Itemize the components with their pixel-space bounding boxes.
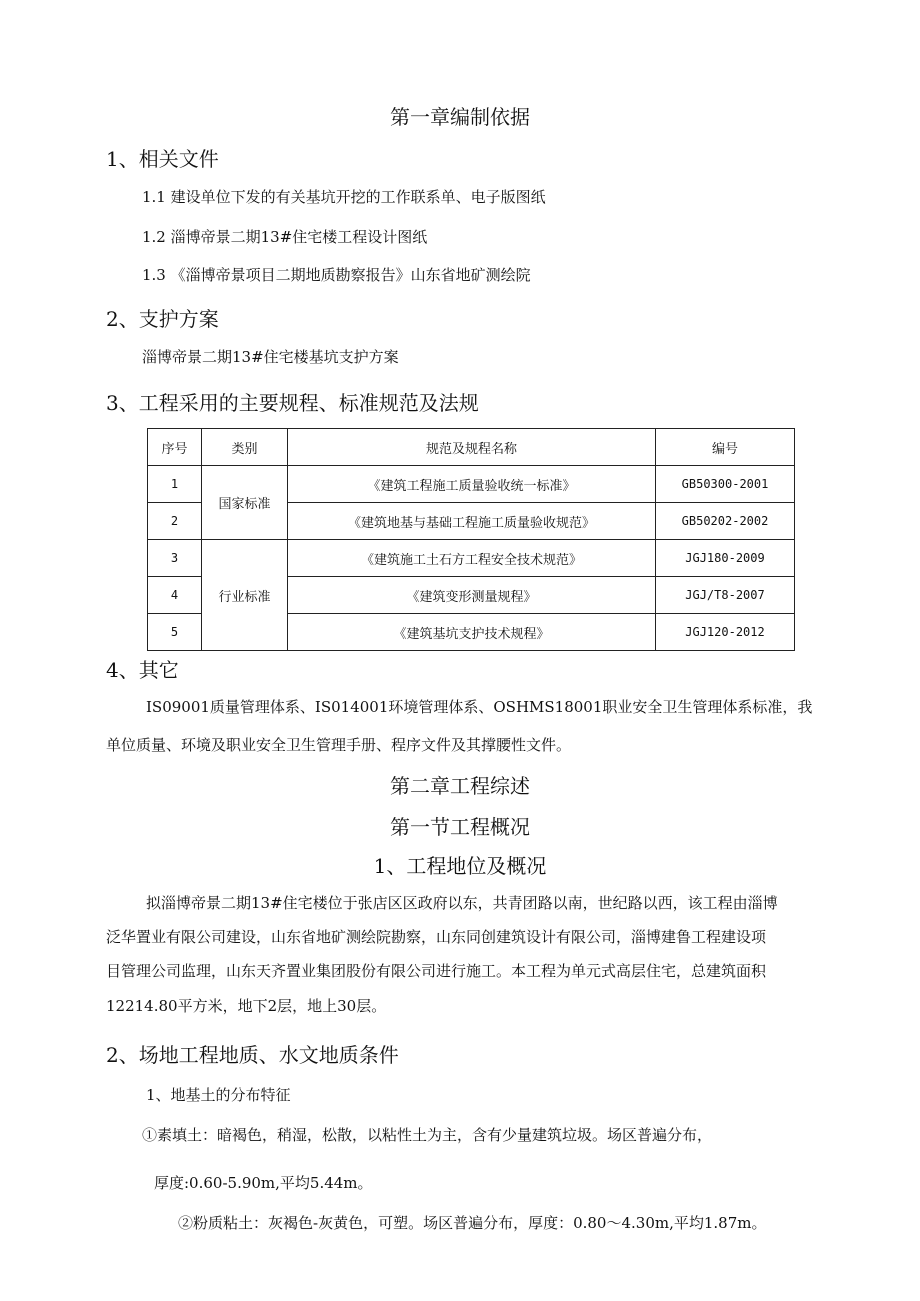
row-number: 2	[148, 503, 202, 540]
overview-line-2: 泛华置业有限公司建设，山东省地矿测绘院勘察，山东同创建筑设计有限公司，淄博建鲁工程建设项	[106, 928, 767, 946]
column-header: 类别	[202, 429, 288, 466]
subsection-title: 1、工程地位及概况	[373, 854, 547, 878]
overview-line-4: 12214.80平方米，地下2层，地上30层。	[106, 997, 387, 1015]
standard-code: GB50300-2001	[656, 466, 795, 503]
table-header-row	[148, 429, 795, 466]
section-title: 第一节工程概况	[390, 815, 530, 839]
overview-line-3: 目管理公司监理，山东天齐置业集团股份有限公司进行施工。本工程为单元式高层住宅，总建筑面积	[106, 962, 767, 980]
chapter-2-title: 第二章工程综述	[390, 774, 530, 798]
chapter-1-title: 第一章编制依据	[390, 105, 530, 129]
standard-code: GB50202-2002	[656, 503, 795, 540]
standard-code: JGJ/T8-2007	[656, 577, 795, 614]
other-paragraph-line-2: 单位质量、环境及职业安全卫生管理手册、程序文件及其撑腰性文件。	[106, 736, 572, 754]
row-number: 3	[148, 540, 202, 577]
section-related-documents: 1、相关文件	[106, 147, 219, 171]
list-item: 1.3 《淄博帝景项目二期地质勘察报告》山东省地矿测绘院	[142, 266, 531, 284]
row-number: 4	[148, 577, 202, 614]
standard-name: 《建筑变形测量规程》	[288, 577, 656, 614]
support-plan-text: 淄博帝景二期13#住宅楼基坑支护方案	[142, 348, 399, 366]
category-cell: 行业标准	[202, 540, 288, 651]
column-header: 序号	[148, 429, 202, 466]
row-number: 1	[148, 466, 202, 503]
standards-table	[147, 428, 795, 651]
section-other: 4、其它	[106, 658, 179, 682]
section-geology: 2、场地工程地质、水文地质条件	[106, 1043, 399, 1067]
standard-code: JGJ120-2012	[656, 614, 795, 651]
standard-name: 《建筑地基与基础工程施工质量验收规范》	[288, 503, 656, 540]
list-item: 1.2 淄博帝景二期13#住宅楼工程设计图纸	[142, 228, 428, 246]
row-number: 5	[148, 614, 202, 651]
table-row	[148, 466, 795, 503]
column-header: 规范及规程名称	[288, 429, 656, 466]
soil-layer-2: ②粉质粘土：灰褐色-灰黄色，可塑。场区普遍分布，厚度：0.80～4.30m,平均1.87m。	[178, 1214, 767, 1232]
section-standards: 3、工程采用的主要规程、标准规范及法规	[106, 391, 479, 415]
list-item: 1.1 建设单位下发的有关基坑开挖的工作联系单、电子版图纸	[142, 188, 546, 206]
overview-line-1: 拟淄博帝景二期13#住宅楼位于张店区区政府以东，共青团路以南，世纪路以西，该工程由淄博	[146, 894, 778, 912]
other-paragraph-line-1: IS09001质量管理体系、IS014001环境管理体系、OSHMS18001职业安全卫生管理体系标准，我	[146, 698, 813, 716]
soil-distribution-heading: 1、地基土的分布特征	[146, 1086, 291, 1104]
section-support-plan: 2、支护方案	[106, 307, 219, 331]
soil-layer-1-thickness: 厚度:0.60-5.90m,平均5.44m。	[154, 1174, 373, 1192]
category-cell: 国家标准	[202, 466, 288, 540]
standard-name: 《建筑施工土石方工程安全技术规范》	[288, 540, 656, 577]
standard-name: 《建筑工程施工质量验收统一标准》	[288, 466, 656, 503]
table-row	[148, 540, 795, 577]
soil-layer-1: ①素填土：暗褐色，稍湿，松散，以粘性土为主，含有少量建筑垃圾。场区普遍分布，	[142, 1126, 713, 1144]
standard-code: JGJ180-2009	[656, 540, 795, 577]
column-header: 编号	[656, 429, 795, 466]
standard-name: 《建筑基坑支护技术规程》	[288, 614, 656, 651]
